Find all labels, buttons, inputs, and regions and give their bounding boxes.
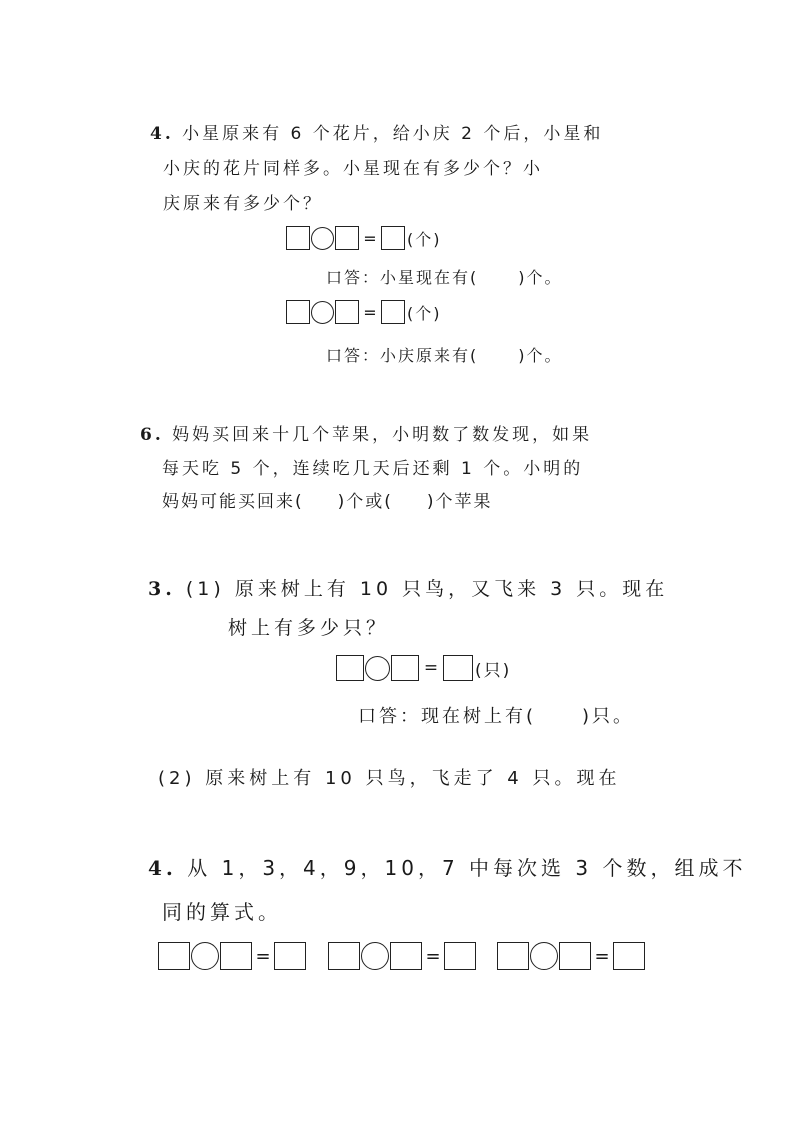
equation-row-2 <box>286 300 442 324</box>
equation-group-2 <box>328 942 476 970</box>
answer-box[interactable] <box>335 226 359 250</box>
answer-suffix: )只。 <box>582 706 635 727</box>
question-text-line-3: 庆原来有多少个？ <box>163 194 323 214</box>
text-part: 妈妈可能买回来( <box>162 492 304 512</box>
equation-row-1 <box>286 226 442 250</box>
equals-sign: = <box>425 945 441 967</box>
answer-box[interactable] <box>444 942 476 970</box>
text-part: )个苹果 <box>426 492 493 512</box>
operator-circle[interactable] <box>365 656 390 681</box>
operator-circle[interactable] <box>311 227 334 250</box>
question-number: 4. <box>148 856 177 880</box>
equation-row <box>336 655 511 681</box>
part-1-line-2: 树上有多少只？ <box>228 617 390 639</box>
answer-box[interactable] <box>391 655 419 681</box>
answer-box[interactable] <box>336 655 364 681</box>
answer-box[interactable] <box>443 655 473 681</box>
equals-sign: = <box>594 945 610 967</box>
unit-label: (个) <box>407 229 442 249</box>
equation-group-1 <box>158 942 306 970</box>
part-1-line-1: (1) 原来树上有 10 只鸟，又飞来 3 只。现在 <box>185 578 669 600</box>
answer-line-2 <box>326 343 563 366</box>
text-part: )个或( <box>337 492 393 512</box>
answer-box[interactable] <box>286 300 310 324</box>
operator-circle[interactable] <box>311 301 334 324</box>
question-text-line-1: 小星原来有 6 个花片，给小庆 2 个后，小星和 <box>182 124 604 144</box>
answer-box[interactable] <box>158 942 190 970</box>
answer-prefix: 口答：小星现在有( <box>326 268 479 287</box>
question-text-line-3 <box>162 487 493 512</box>
equals-sign: = <box>255 945 271 967</box>
operator-circle[interactable] <box>191 942 219 970</box>
answer-line-1 <box>326 265 563 288</box>
answer-box[interactable] <box>220 942 252 970</box>
equals-sign: = <box>363 228 377 248</box>
unit-label: (只) <box>475 660 512 681</box>
answer-box[interactable] <box>381 300 405 324</box>
answer-box[interactable] <box>381 226 405 250</box>
answer-box[interactable] <box>559 942 591 970</box>
question-text-line-2: 小庆的花片同样多。小星现在有多少个？小 <box>163 159 543 179</box>
answer-box[interactable] <box>497 942 529 970</box>
question-number: 4. <box>150 124 174 144</box>
answer-box[interactable] <box>335 300 359 324</box>
equals-sign: = <box>423 658 439 678</box>
operator-circle[interactable] <box>530 942 558 970</box>
answer-box[interactable] <box>328 942 360 970</box>
answer-line <box>358 702 634 728</box>
answer-box[interactable] <box>274 942 306 970</box>
question-text-line-1: 从 1，3，4，9，10，7 中每次选 3 个数，组成不 <box>187 856 747 880</box>
question-text-line-1: 妈妈买回来十几个苹果，小明数了数发现，如果 <box>172 425 593 445</box>
answer-prefix: 口答：现在树上有( <box>358 706 537 727</box>
question-number: 3. <box>148 578 176 600</box>
question-text-line-2: 每天吃 5 个，连续吃几天后还剩 1 个。小明的 <box>162 459 584 479</box>
unit-label: (个) <box>407 303 442 323</box>
answer-suffix: )个。 <box>518 346 563 365</box>
answer-box[interactable] <box>613 942 645 970</box>
question-text-line-2: 同的算式。 <box>162 900 282 924</box>
answer-box[interactable] <box>390 942 422 970</box>
answer-box[interactable] <box>286 226 310 250</box>
answer-suffix: )个。 <box>518 268 563 287</box>
part-2-line-1: (2) 原来树上有 10 只鸟，飞走了 4 只。现在 <box>158 768 621 789</box>
equals-sign: = <box>363 302 377 322</box>
operator-circle[interactable] <box>361 942 389 970</box>
equation-group-3 <box>497 942 645 970</box>
question-number: 6. <box>140 425 164 445</box>
answer-prefix: 口答：小庆原来有( <box>326 346 479 365</box>
